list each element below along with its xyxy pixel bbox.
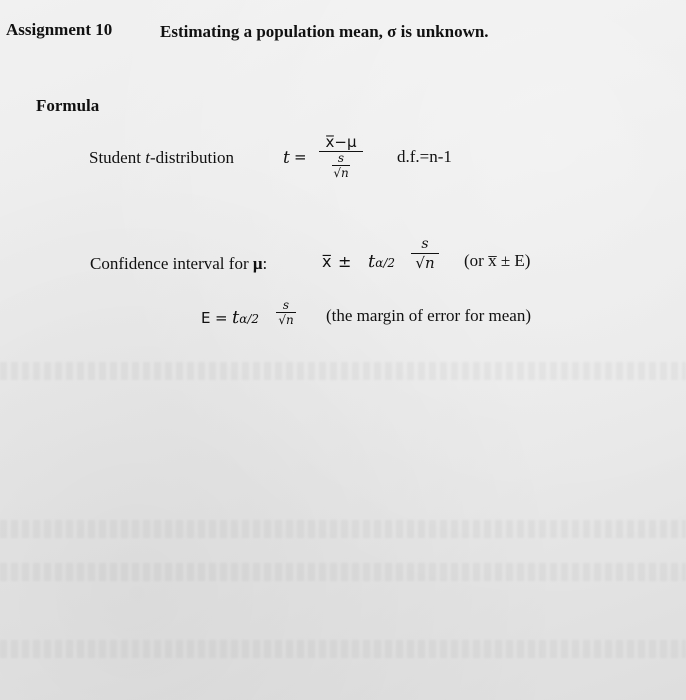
E-symbol: E [201, 309, 211, 327]
numerator: s [421, 236, 429, 252]
alternate-form: (or x̅ ± E) [464, 251, 531, 270]
numerator: x̅−μ [325, 133, 357, 151]
equals-sign: = [294, 148, 307, 166]
mu-symbol: μ [252, 254, 263, 273]
bleed-through-line [0, 640, 686, 658]
label-text: -distribution [149, 148, 234, 167]
plus-minus: ± [338, 252, 352, 271]
bleed-through-line [0, 362, 686, 380]
s-over-sqrt-n [410, 236, 440, 273]
x-bar: x̅ [322, 252, 332, 271]
section-heading: Formula [36, 96, 100, 115]
denominator: √n [278, 313, 294, 328]
numerator: s [282, 298, 290, 312]
label-text: Student [89, 148, 146, 167]
bleed-through-line [0, 520, 686, 538]
alpha-subscript: α/2 [239, 312, 260, 326]
inner-denominator: √n [333, 166, 349, 181]
student-t-label [89, 148, 234, 168]
alpha-subscript: α/2 [375, 256, 396, 270]
colon: : [262, 254, 268, 273]
t-critical [368, 251, 395, 272]
t-symbol: t [232, 307, 240, 328]
equals-sign: = [215, 309, 228, 327]
confidence-interval-label [90, 254, 267, 274]
label-t: t [145, 148, 150, 167]
t-symbol: t [283, 148, 290, 168]
t-statistic-fraction [318, 134, 364, 180]
s-over-sqrt-n [274, 298, 298, 328]
label-text: Confidence interval for [90, 254, 253, 273]
inner-numerator: s [337, 151, 345, 166]
assignment-number: Assignment 10 [6, 20, 113, 39]
bleed-through-line [0, 563, 686, 581]
denominator: √n [415, 254, 435, 273]
degrees-of-freedom: d.f.=n-1 [397, 147, 452, 166]
t-critical [232, 307, 259, 328]
margin-of-error-note: (the margin of error for mean) [326, 306, 532, 325]
page-title: Estimating a population mean, σ is unknown. [160, 22, 489, 41]
t-symbol: t [368, 251, 376, 272]
